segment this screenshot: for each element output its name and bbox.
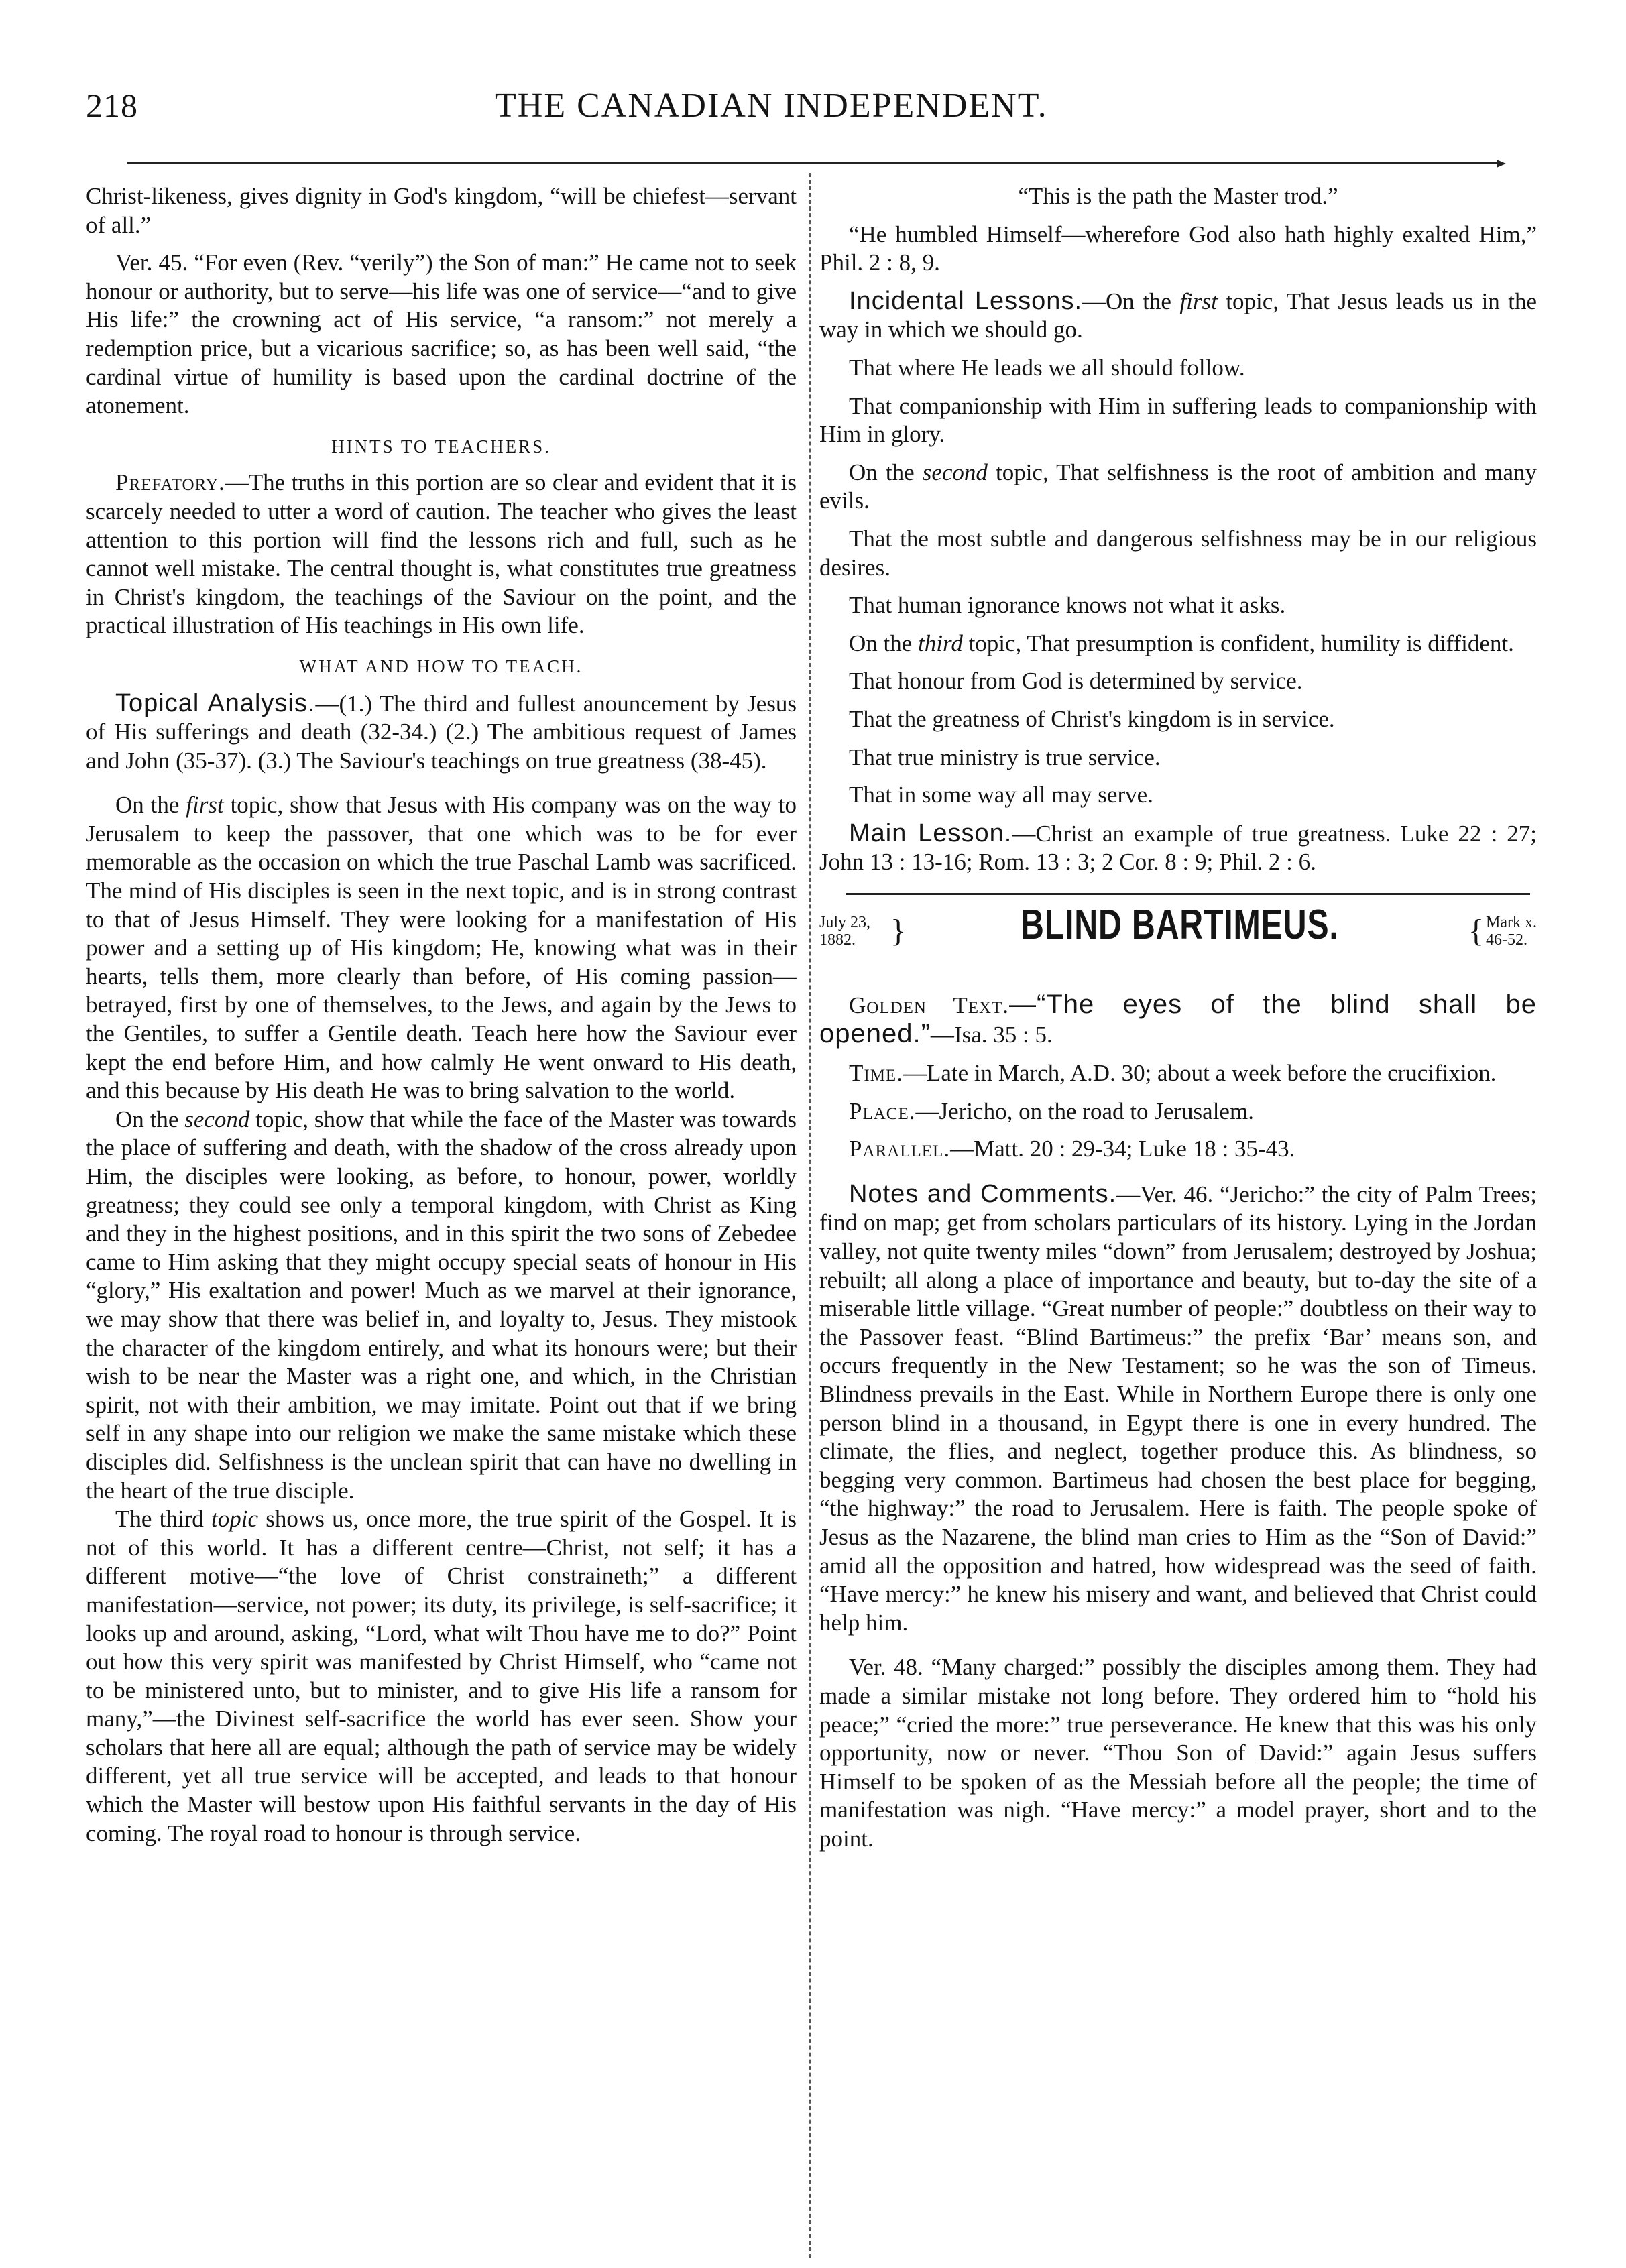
section-rule	[846, 893, 1530, 895]
paragraph-first-topic: On the first topic, show that Jesus with His company was on the way to Jerusalem to keep the passover, that one which was to be for ever memorable as the occasion on which the true Paschal Lamb was sacrificed. The mind of His disciples is seen in the next topic, and is in strong contrast to that of Jesus Himself. They were looking for a manifestation of His power and a setting up of His kingdom; He, knowing what was in their hearts, tells them, more clearly than before, of His coming passion—betrayed, first by one of themselves, to the Jews, and again by the Jews to the Gentiles, to suffer a Gentile death. Teach here how the Saviour ever kept the end before Him, and how calmly He went onward to His death, and this because by His death He was to bring salvation to the world.	[86, 792, 797, 1104]
page-number: 218	[86, 86, 138, 124]
lesson-line: That the greatness of Christ's kingdom is in service.	[849, 705, 1335, 732]
label-incidental-lessons: Incidental Lessons.	[849, 286, 1082, 315]
label-main-lesson: Main Lesson.	[849, 819, 1012, 847]
heading-hints-to-teachers: HINTS TO TEACHERS.	[331, 436, 551, 457]
paragraph-notes-and-comments: Notes and Comments.—Ver. 46. “Jericho:” the city of Palm Trees; find on map; get from scholars particulars of its history. Lying in the Jordan valley, not quite twenty miles “down” from Jerusalem; destroyed by Joshua; rebuilt; all along a place of importance and beauty, but to-day the site of a miserable little village. “Great number of people:” doubtless on their way to the Passover feast. “Blind Bartimeus:” the prefix ‘Bar’ means son, and occurs frequently in the New Testament; so he was the son of Timeus. Blindness prevails in the East. While in Northern Europe there is only one person blind in a thousand, in Egypt there is one in every hundred. The climate, the flies, and neglect, together produce this. As blindness, so begging very common. Bartimeus had chosen the best place for begging, “the highway:” the road to Jerusalem. Here is faith. The people spoke of Jesus as the Nazarene, the blind man cries to Him as the “Son of David:” amid all the opposition and hatred, how widespread was the seed of faith. “Have mercy:” he knew his misery and want, and believed that Christ could help him.	[819, 1179, 1537, 1636]
paragraph-prefatory	[86, 469, 797, 640]
label-golden-text: Golden Text.	[849, 992, 1010, 1018]
lesson-line: That the most subtle and dangerous selfishness may be in our religious desires.	[819, 525, 1537, 581]
paragraph-christ-likeness: Christ-likeness, gives dignity in God's kingdom, “will be chiefest—servant of all.”	[86, 183, 797, 238]
paragraph-ver-45: Ver. 45. “For even (Rev. “verily”) the Son of man:” He came not to seek honour or authority, but to serve—his life was one of service—“and to give His life:” the crowning act of His service, “a ransom:” not merely a redemption price, but a vicarious sacrifice; so, as has been well said, “the cardinal virtue of humility is based upon the cardinal doctrine of the atonement.	[86, 249, 797, 419]
paragraph-main-lesson: Main Lesson.—Christ an example of true greatness. Luke 22 : 27; John 13 : 13-16; Rom. 13 : 3; 2 Cor. 8 : 9; Phil. 2 : 6.	[819, 819, 1537, 876]
label-prefatory: Prefatory.	[115, 469, 225, 496]
text-prefatory: —The truths in this portion are so clear and evident that it is scarcely needed to utter a word of caution. The teacher who gives the least attention to this portion will find the lessons rich and full, such as he cannot well mistake. The central thought is, what constitutes true greatness in Christ's kingdom, the teachings of the Saviour on the point, and the practical illustration of His teachings in His own life.	[86, 469, 797, 639]
lesson-heading	[819, 901, 1537, 981]
lesson-line: On the third topic, That presumption is confident, humility is diffident.	[849, 630, 1514, 656]
header-rule	[127, 162, 1502, 164]
paragraph-second-topic: On the second topic, show that while the face of the Master was towards the place of suffering and death, with the shadow of the cross already upon Him, the disciples were looking, as before, to honour, power, worldly greatness; they could see only a temporal kingdom, with Christ as King and they in the highest positions, and in this spirit the two sons of Zebedee came to Him asking that they might occupy special seats of honour in His “glory,” His exaltation and power! Much as we marvel at their ignorance, we may show that there was belief in, and loyalty to, Jesus. They mistook the character of the kingdom entirely, and what its honours were; but their wish to be near the Master was a right one, and which, in the Christian spirit, not with their ambition, we may imitate. Point out that if we bring self in any shape into our religion we make the same mistake which these disciples did. Selfishness is the unclean spirit that can have no dwelling in the heart of the true disciple.	[86, 1106, 797, 1504]
lesson-line: That in some way all may serve.	[849, 782, 1153, 809]
lesson-line: That companionship with Him in suffering leads to companionship with Him in glory.	[819, 392, 1537, 448]
page-header	[86, 86, 1501, 139]
lesson-line: That where He leads we all should follow.	[849, 354, 1245, 381]
label-topical-analysis: Topical Analysis.	[115, 689, 316, 717]
column-divider	[809, 173, 811, 2258]
paragraph-incidental-lessons: Incidental Lessons.—On the first topic, That Jesus leads us in the way in which we should go.	[819, 286, 1537, 343]
paragraph-place: Place.—Jericho, on the road to Jerusalem.	[849, 1097, 1254, 1124]
label-notes-and-comments: Notes and Comments.	[849, 1179, 1117, 1208]
lesson-scripture-ref: { Mark x. 46-52.	[1468, 914, 1537, 949]
paragraph-golden-text: Golden Text.—“The eyes of the blind shall be opened.”—Isa. 35 : 5.	[819, 989, 1537, 1049]
heading-what-and-how-to-teach: WHAT AND HOW TO TEACH.	[299, 656, 583, 676]
paragraph-time: Time.—Late in March, A.D. 30; about a week before the crucifixion.	[849, 1060, 1497, 1087]
lesson-line: That true ministry is true service.	[849, 743, 1161, 770]
quote-master-trod: “This is the path the Master trod.”	[1018, 183, 1338, 209]
lesson-date: July 23, 1882. }	[819, 914, 870, 949]
lesson-line: On the second topic, That selfishness is the root of ambition and many evils.	[819, 459, 1537, 514]
text-topical-analysis: —(1.) The third and fullest anouncement by Jesus of His sufferings and death (32-34.) (2.) The ambitious request of James and John (35-37). (3.) The Saviour's teachings on true greatness (38-45).	[86, 690, 797, 774]
paragraph-ver-48: Ver. 48. “Many charged:” possibly the disciples among them. They had made a similar mistake not long before. They ordered him to “hold his peace;” “cried the more:” true perseverance. He knew that this was his only opportunity, now or never. “Thou Son of David:” again Jesus suffers Himself to be spoken of as the Messiah before all the people; the time of manifestation was nigh. “Have mercy:” a model prayer, short and to the point.	[819, 1654, 1537, 1852]
paragraph-parallel: Parallel.—Matt. 20 : 29-34; Luke 18 : 35-43.	[849, 1136, 1295, 1162]
running-title: THE CANADIAN INDEPENDENT.	[495, 86, 1048, 125]
quote-humbled-himself: “He humbled Himself—wherefore God also hath highly exalted Him,” Phil. 2 : 8, 9.	[819, 221, 1537, 276]
paragraph-topical-analysis	[86, 689, 797, 776]
lesson-line: That human ignorance knows not what it asks.	[849, 592, 1286, 619]
left-column	[86, 182, 797, 1848]
lesson-title: BLIND BARTIMEUS.	[1021, 901, 1339, 948]
paragraph-third-topic: The third topic shows us, once more, the true spirit of the Gospel. It is not of this world. It has a different centre—Christ, not self; it has a different motive—“the love of Christ constraineth;” a different manifestation—service, not power; its duty, its privilege, is self-sacrifice; it looks up and around, asking, “Lord, what wilt Thou have me to do?” Point out how this very spirit was manifested by Christ Himself, who “came not to be ministered unto, but to minister, and to give His life a ransom for many,”—the Divinest self-sacrifice the world has ever seen. Show your scholars that here all are equal; although the path of service may be widely different, yet all true service will be accepted, and leads to that honour which the Master will bestow upon His faithful servants in the day of His coming. The royal road to honour is through service.	[86, 1506, 797, 1846]
right-column	[819, 182, 1537, 1854]
lesson-line: That honour from God is determined by service.	[849, 668, 1303, 695]
